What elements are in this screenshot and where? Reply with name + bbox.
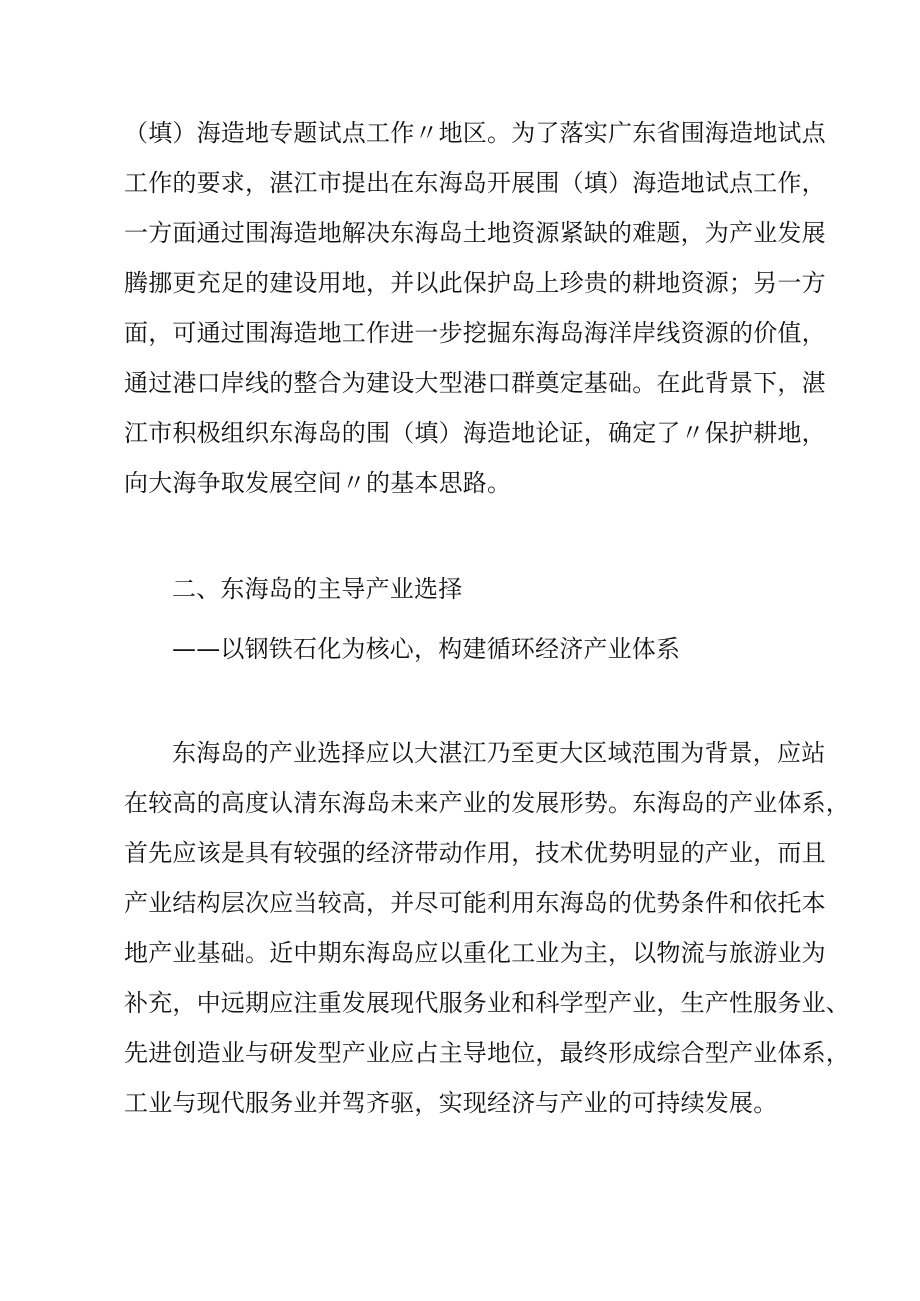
section-subheading: ——以钢铁石化为核心，构建循环经济产业体系 [172,635,681,663]
paragraph-1-line-7: 江市积极组织东海岛的围（填）海造地论证，确定了〃保护耕地， [124,419,826,447]
paragraph-1-line-4: 腾挪更充足的建设用地，并以此保护岛上珍贵的耕地资源；另一方 [124,269,826,297]
paragraph-1-line-3: 一方面通过围海造地解决东海岛土地资源紧缺的难题，为产业发展 [124,219,826,247]
paragraph-2-line-6: 补充，中远期应注重发展现代服务业和科学型产业，生产性服务业、 [124,989,850,1017]
paragraph-1-line-1: （填）海造地专题试点工作〃地区。为了落实广东省围海造地试点 [124,119,826,147]
paragraph-1-line-5: 面，可通过围海造地工作进一步挖掘东海岛海洋岸线资源的价值， [124,319,826,347]
paragraph-1-line-8: 向大海争取发展空间〃的基本思路。 [124,469,512,497]
paragraph-2-line-7: 先进创造业与研发型产业应占主导地位，最终形成综合型产业体系， [124,1039,850,1067]
paragraph-2-line-3: 首先应该是具有较强的经济带动作用，技术优势明显的产业，而且 [124,839,826,867]
paragraph-2-line-1: 东海岛的产业选择应以大湛江乃至更大区域范围为背景，应站 [172,739,826,767]
paragraph-2-line-4: 产业结构层次应当较高，并尽可能利用东海岛的优势条件和依托本 [124,889,826,917]
paragraph-1-line-2: 工作的要求，湛江市提出在东海岛开展围（填）海造地试点工作， [124,169,826,197]
paragraph-2-line-2: 在较高的高度认清东海岛未来产业的发展形势。东海岛的产业体系， [124,789,850,817]
paragraph-2-line-8: 工业与现代服务业并驾齐驱，实现经济与产业的可持续发展。 [124,1089,778,1117]
paragraph-1-line-6: 通过港口岸线的整合为建设大型港口群奠定基础。在此背景下，湛 [124,369,826,397]
section-heading: 二、东海岛的主导产业选择 [172,575,463,603]
paragraph-2-line-5: 地产业基础。近中期东海岛应以重化工业为主，以物流与旅游业为 [124,939,826,967]
